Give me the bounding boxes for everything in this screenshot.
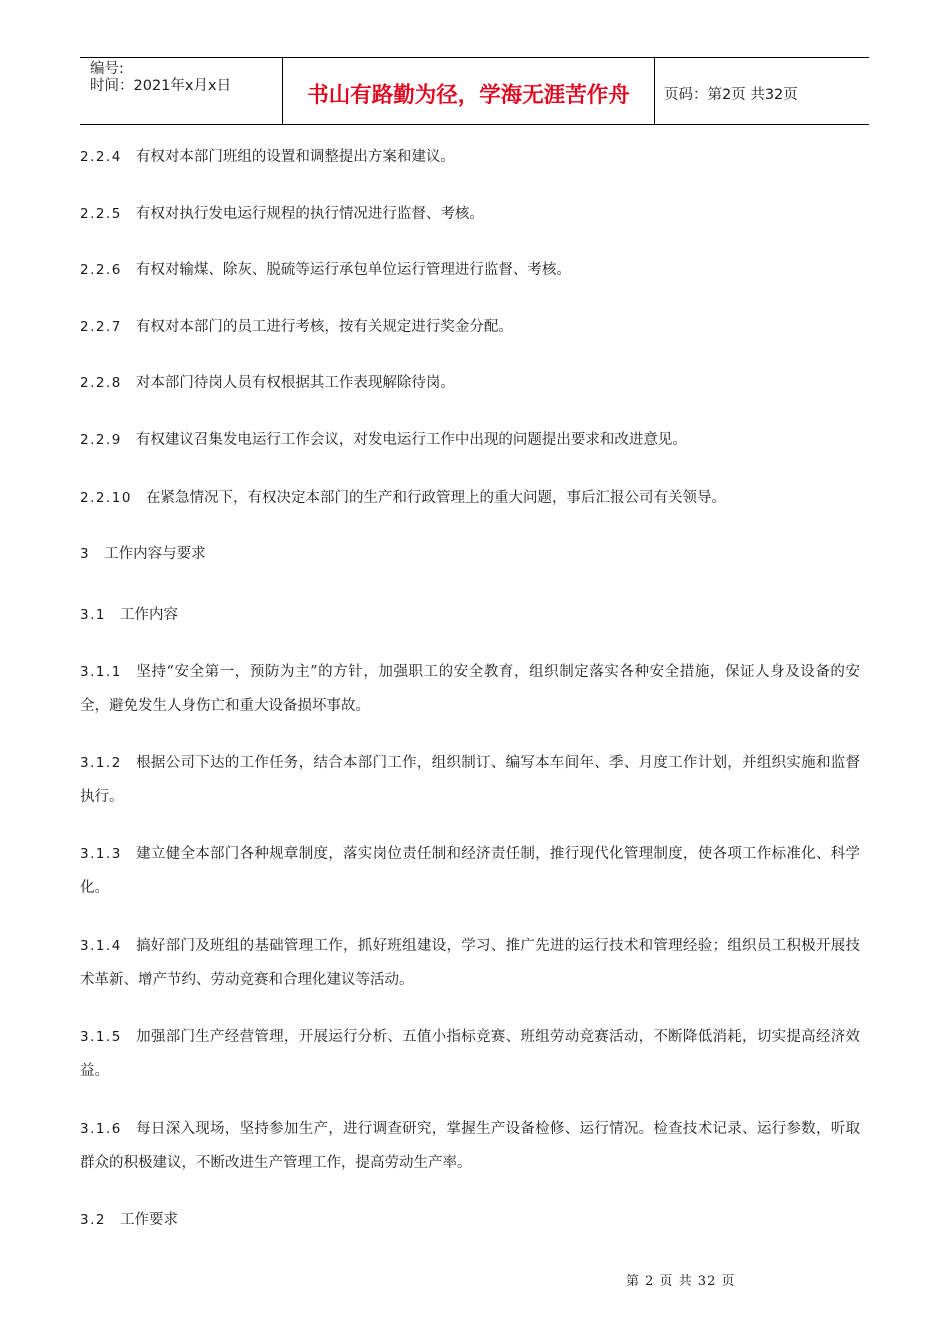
paragraph <box>80 366 860 400</box>
paragraph <box>80 253 860 287</box>
section-title: 工作内容与要求 <box>104 546 206 562</box>
header-meta <box>80 58 282 124</box>
clause-number: 3.1.6 <box>80 1121 122 1137</box>
clause-number: 3.1.3 <box>80 846 122 862</box>
paragraph <box>80 1020 860 1088</box>
clause-number: 3.1.1 <box>80 664 122 680</box>
clause-text: 在紧急情况下，有权决定本部门的生产和行政管理上的重大问题，事后汇报公司有关领导。 <box>145 490 726 506</box>
paragraph <box>80 929 860 997</box>
clause-number: 2.2.5 <box>80 206 122 222</box>
clause-number: 3.1.5 <box>80 1029 122 1045</box>
paragraph <box>80 140 860 174</box>
page-footer: 第 2 页 共 32 页 <box>626 1274 736 1289</box>
clause-number: 2.2.7 <box>80 319 122 335</box>
paragraph <box>80 197 860 231</box>
clause-number: 3.1.2 <box>80 755 122 771</box>
clause-number: 3.1.4 <box>80 938 122 954</box>
clause-text: 有权对执行发电运行规程的执行情况进行监督、考核。 <box>135 206 484 222</box>
subsection-heading <box>80 1203 860 1237</box>
paragraph <box>80 837 860 905</box>
section-number: 3.2 <box>80 1212 106 1228</box>
header-page-info: 页码：第2页 共32页 <box>664 86 798 103</box>
clause-text: 搞好部门及班组的基础管理工作，抓好班组建设，学习、推广先进的运行技术和管理经验；组织员工积极开展技术革新、增产节约、劳动竞赛和合理化建议等活动。 <box>80 938 860 988</box>
paragraph <box>80 655 860 723</box>
clause-number: 2.2.6 <box>80 262 122 278</box>
document-number-label: 编号: <box>90 61 124 77</box>
paragraph <box>80 481 860 515</box>
header-motto: 书山有路勤为径，学海无涯苦作舟 <box>282 58 655 124</box>
clause-text: 有权建议召集发电运行工作会议，对发电运行工作中出现的问题提出要求和改进意见。 <box>135 432 687 448</box>
clause-number: 2.2.4 <box>80 149 122 165</box>
section-title: 工作内容 <box>119 607 178 623</box>
section-title: 工作要求 <box>119 1212 178 1228</box>
paragraph <box>80 746 860 814</box>
clause-text: 有权对输煤、除灰、脱硫等运行承包单位运行管理进行监督、考核。 <box>135 262 571 278</box>
clause-number: 2.2.8 <box>80 375 122 391</box>
clause-text: 建立健全本部门各种规章制度，落实岗位责任制和经济责任制，推行现代化管理制度，使各项工作标准化、科学化。 <box>80 846 860 896</box>
section-number: 3 <box>80 546 91 562</box>
clause-text: 对本部门待岗人员有权根据其工作表现解除待岗。 <box>135 375 455 391</box>
clause-text: 有权对本部门班组的设置和调整提出方案和建议。 <box>135 149 455 165</box>
section-number: 3.1 <box>80 607 106 623</box>
clause-text: 根据公司下达的工作任务，结合本部门工作，组织制订、编写本车间年、季、月度工作计划，并组织实施和监督执行。 <box>80 755 860 805</box>
clause-number: 2.2.10 <box>80 490 132 506</box>
document-time: 时间：2021年x月x日 <box>90 78 232 94</box>
paragraph <box>80 423 860 457</box>
paragraph <box>80 310 860 344</box>
clause-number: 2.2.9 <box>80 432 122 448</box>
section-heading <box>80 537 860 571</box>
clause-text: 每日深入现场，坚持参加生产，进行调查研究，掌握生产设备检修、运行情况。检查技术记录、运行参数，听取群众的积极建议，不断改进生产管理工作，提高劳动生产率。 <box>80 1121 860 1171</box>
page-header <box>80 57 869 125</box>
paragraph <box>80 1112 860 1180</box>
subsection-heading <box>80 598 860 632</box>
clause-text: 坚持“安全第一，预防为主”的方针，加强职工的安全教育，组织制定落实各种安全措施，保证人身及设备的安全，避免发生人身伤亡和重大设备损坏事故。 <box>80 664 860 714</box>
clause-text: 加强部门生产经营管理，开展运行分析、五值小指标竞赛、班组劳动竞赛活动，不断降低消耗，切实提高经济效益。 <box>80 1029 860 1079</box>
clause-text: 有权对本部门的员工进行考核，按有关规定进行奖金分配。 <box>135 319 513 335</box>
